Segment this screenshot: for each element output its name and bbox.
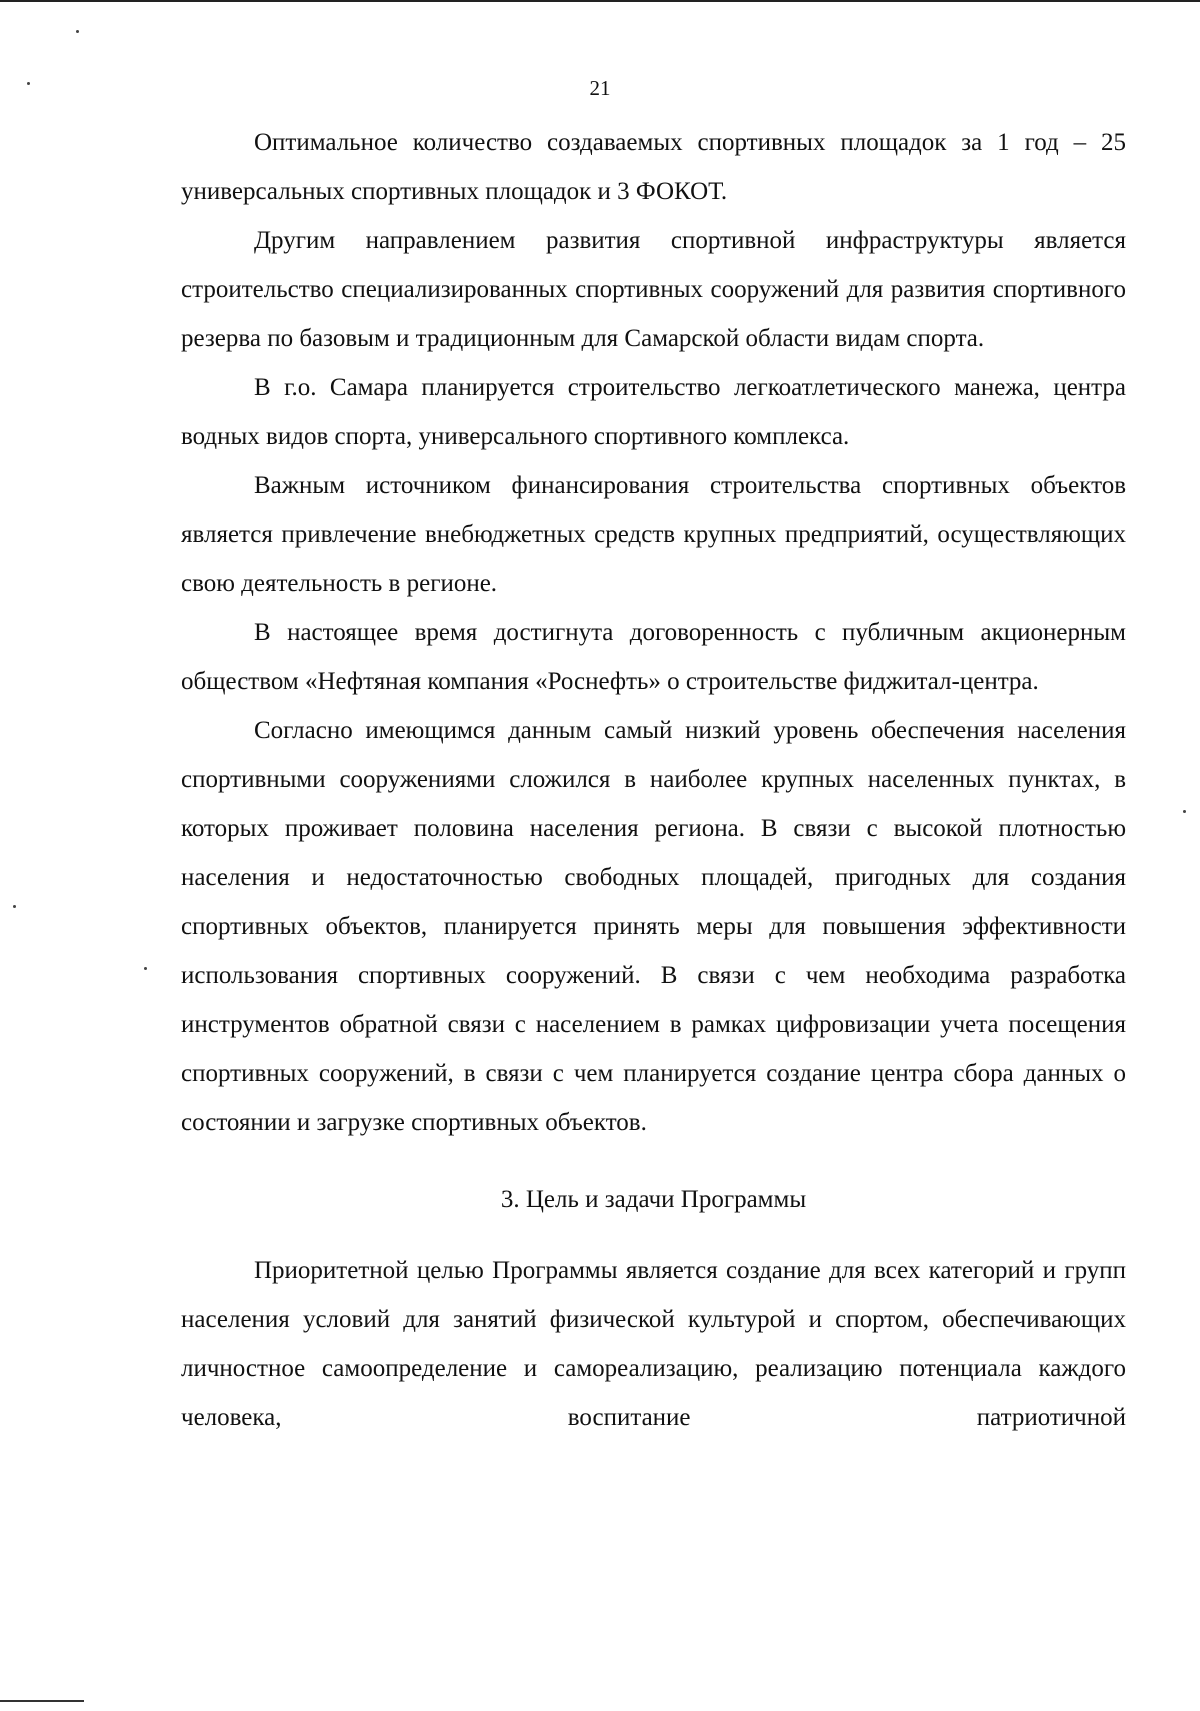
scan-speck	[1183, 810, 1186, 813]
scan-speck	[144, 967, 147, 970]
paragraph-infrastructure-direction: Другим направлением развития спортивной инфраструктуры является строительство специализированных спортивных сооружений для развития спортивного резерва по базовым и традиционным для Самарской области видам спорта.	[181, 227, 1126, 352]
paragraph-provision-level: Согласно имеющимся данным самый низкий уровень обеспечения населения спортивными сооружениями сложился в наиболее крупных населенных пунктах, в которых проживает половина населения региона. В связи с высокой плотностью населения и недостаточностью свободных площадей, пригодных для создания спортивных объектов, планируется принять меры для повышения эффективности использования спортивных сооружений. В связи с чем необходима разработка инструментов обратной связи с населением в рамках цифровизации учета посещения спортивных сооружений, в связи с чем планируется создание центра сбора данных о состоянии и загрузке спортивных объектов.	[181, 717, 1126, 1136]
paragraph-rosneft-agreement: В настоящее время достигнута договоренность с публичным акционерным обществом «Нефтяная компания «Роснефть» о строительстве фиджитал-центра.	[181, 619, 1126, 695]
bottom-border-line	[0, 1700, 84, 1702]
paragraph-optimal-count: Оптимальное количество создаваемых спортивных площадок за 1 год – 25 универсальных спортивных площадок и 3 ФОКОТ.	[181, 129, 1126, 205]
document-body	[181, 118, 1126, 1442]
paragraph-program-goal: Приоритетной целью Программы является создание для всех категорий и групп населения условий для занятий физической культурой и спортом, обеспечивающих личностное самоопределение и самореализацию, реализацию потенциала каждого человека, воспитание патриотичной	[181, 1257, 1126, 1431]
scan-speck	[76, 30, 79, 33]
scan-speck	[13, 905, 16, 908]
paragraph-funding-source: Важным источником финансирования строительства спортивных объектов является привлечение внебюджетных средств крупных предприятий, осуществляющих свою деятельность в регионе.	[181, 472, 1126, 597]
top-border-line	[0, 0, 1200, 2]
paragraph-samara-construction: В г.о. Самара планируется строительство легкоатлетического манежа, центра водных видов спорта, универсального спортивного комплекса.	[181, 374, 1126, 450]
page-number: 21	[589, 76, 611, 100]
section-heading: 3. Цель и задачи Программы	[500, 1186, 807, 1213]
